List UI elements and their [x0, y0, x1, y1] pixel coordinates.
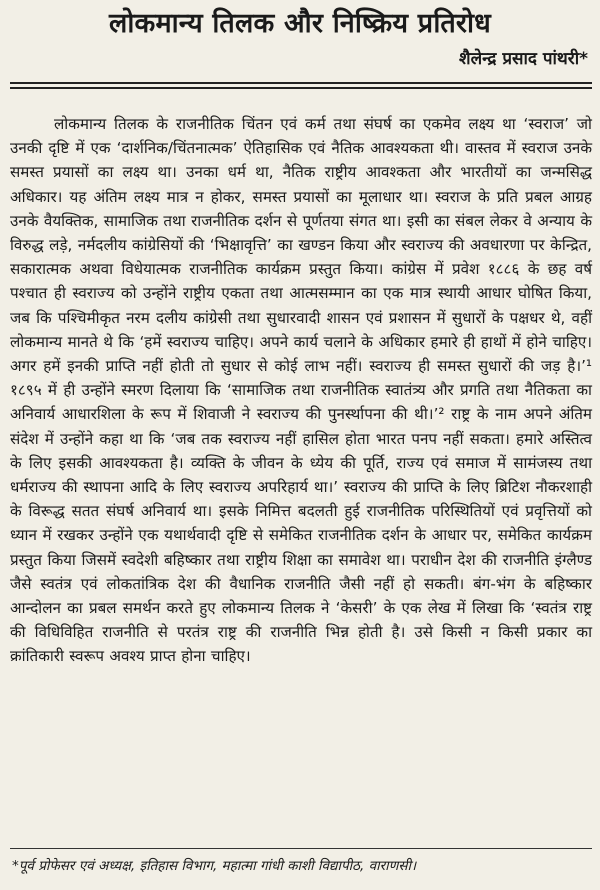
article-title: लोकमान्य तिलक और निष्क्रिय प्रतिरोध [109, 8, 491, 39]
header-rule-top [10, 82, 592, 84]
footnote-divider [10, 848, 592, 849]
article-author: शैलेन्द्र प्रसाद पांथरी* [459, 49, 588, 69]
header-double-rule [10, 82, 592, 92]
article-body-paragraph: लोकमान्य तिलक के राजनीतिक चिंतन एवं कर्म तथा संघर्ष का एकमेव लक्ष्य था ‘स्वराज’ जो उनकी दृष्टि में एक ‘दार्शनिक/चिंतनात्मक’ ऐतिहासिक एवं नैतिक आवश्यकता थी। वास्तव में स्वराज उनके समस्त प्रयासों का लक्ष्य था। उनका धर्म था, नैतिक राष्ट्रीय आवश्कता और भारतीयों का जन्मसिद्ध अधिकार। यह अंतिम लक्ष्य मात्र न होकर, समस्त प्रयासों का मूलाधार था। स्वराज के प्रति प्रबल आग्रह उनके वैयक्तिक, सामाजिक तथा राजनीतिक दर्शन से पूर्णतया संगत था। इसी का संबल लेकर वे अन्याय के विरुद्ध लड़े, नर्मदलीय कांग्रेसियों की ‘भिक्षावृत्ति’ का खण्डन किया और स्वराज्य की अवधारणा पर केन्द्रित, सकारात्मक अथवा विधेयात्मक राजनीतिक कार्यक्रम प्रस्तुत किया। कांग्रेस में प्रवेश १८८६ के छह वर्ष पश्चात ही स्वराज्य को उन्होंने राष्ट्रीय एकता तथा आत्मसम्मान का एक मात्र स्थायी आधार घोषित किया, जब कि पश्चिमीकृत नरम दलीय कांग्रेसी तथा सुधारवादी शासन एवं प्रशासन में सुधारों के पक्षधर थे, वहीं लोकमान्य मानते थे कि ‘हमें स्वराज्य चाहिए। अपने कार्य चलाने के अधिकार हमारे ही हाथों में होने चाहिए। अगर हमें इनकी प्राप्ति नहीं होती तो सुधार से कोई लाभ नहीं। स्वराज्य ही समस्त सुधारों की जड़ है।’¹ १८९५ में ही उन्होंने स्मरण दिलाया कि ‘सामाजिक तथा राजनीतिक स्वातंत्र्य और प्रगति तथा नैतिकता का अनिवार्य आधारशिला के रूप में शिवाजी ने स्वराज्य की पुनर्स्थापना की थी।’² राष्ट्र के नाम अपने अंतिम संदेश में उन्होंने कहा था कि ‘जब तक स्वराज्य नहीं हासिल होता भारत पनप नहीं सकता। हमारे अस्तित्व के लिए इसकी आवश्यकता है। व्यक्ति के जीवन के ध्येय की पूर्ति, राज्य एवं समाज में सामंजस्य तथा धर्मराज्य की स्थापना आदि के लिए स्वराज्य अपरिहार्य था।’ स्वराज्य की प्राप्ति के लिए ब्रिटिश नौकरशाही के विरूद्ध सतत संघर्ष अनिवार्य था। इसके निमित्त बदलती हुई राजनीतिक परिस्थितियों एवं प्रवृत्तियों को ध्यान में रखकर उन्होंने एक यथार्थवादी दृष्टि से समेकित राजनीतिक दर्शन के आधार पर, समेकित कार्यक्रम प्रस्तुत किया जिसमें स्वदेशी बहिष्कार तथा राष्ट्रीय शिक्षा का समावेश था। पराधीन देश की राजनीति इंग्लैण्ड जैसे स्वतंत्र एवं लोकतांत्रिक देश की वैधानिक राजनीति जैसी नहीं हो सकती। बंग-भंग के बहिष्कार आन्दोलन का प्रबल समर्थन करते हुए लोकमान्य तिलक ने ‘केसरी’ के एक लेख में लिखा कि ‘स्वतंत्र राष्ट्र की विधिविहित राजनीति से परतंत्र राष्ट्र की राजनीति भिन्न होती है। उसे किसी न किसी प्रकार का क्रांतिकारी स्वरूप अवश्य प्राप्त होना चाहिए। [10, 115, 592, 666]
author-affiliation-footnote: *पूर्व प्रोफेसर एवं अध्यक्ष, इतिहास विभाग, महात्मा गांधी काशी विद्यापीठ, वाराणसी। [12, 858, 417, 874]
header-rule-bottom [10, 87, 592, 89]
